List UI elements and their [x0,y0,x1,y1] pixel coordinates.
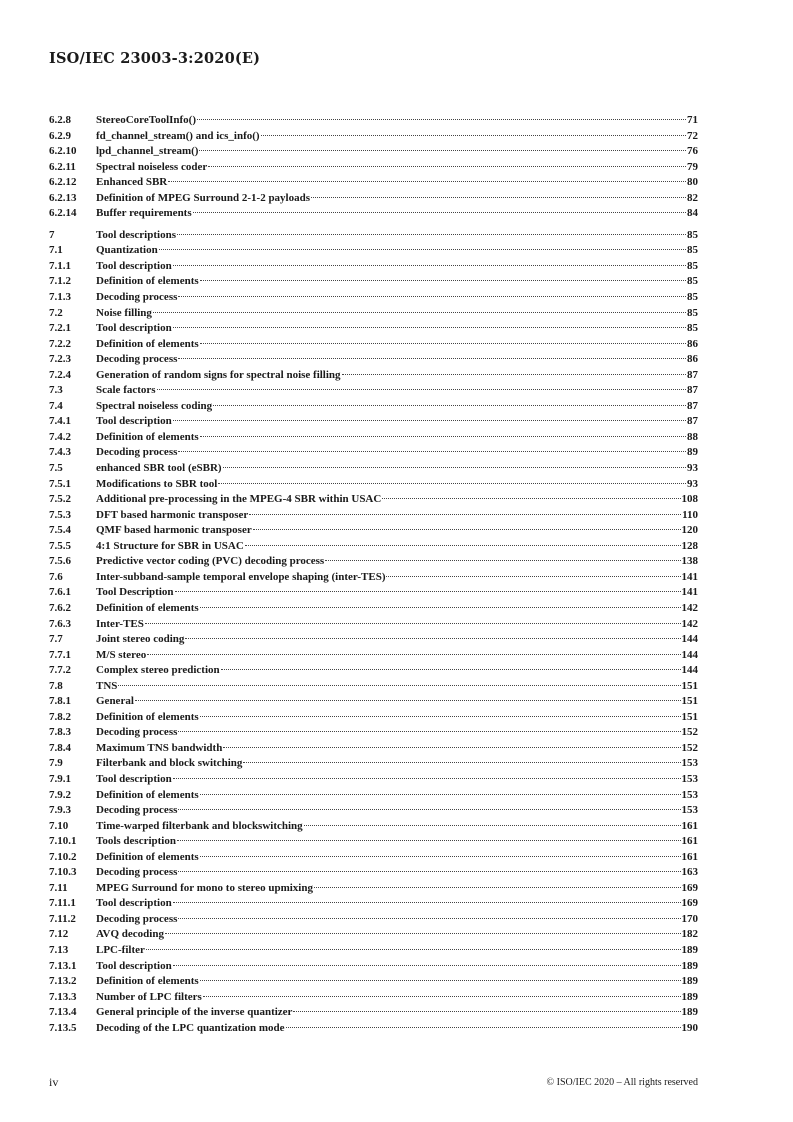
toc-entry[interactable] [49,523,698,539]
toc-entry[interactable] [49,337,698,353]
toc-dot-leader [178,451,686,452]
toc-dot-leader [208,166,686,167]
toc-entry-page: 189 [681,990,698,1003]
toc-entry-title: Time-warped filterbank and blockswitching [96,819,303,832]
toc-entry-title: LPC-filter [96,943,145,956]
toc-entry-page: 189 [681,943,698,956]
toc-entry-title: DFT based harmonic transposer [96,508,249,521]
toc-entry-page: 170 [681,912,698,925]
toc-entry-number: 7.9.1 [49,772,71,785]
toc-entry-title: Definition of elements [96,430,199,443]
toc-entry-page: 87 [687,399,698,412]
toc-entry-number: 7.1.2 [49,275,71,288]
toc-entry[interactable] [49,554,698,570]
toc-entry[interactable] [49,803,698,819]
toc-entry-number: 6.2.8 [49,114,71,126]
toc-entry-title: Inter-subband-sample temporal envelope shaping (inter-TES) [96,570,386,583]
toc-entry-number: 7.5.1 [49,477,71,490]
toc-entry[interactable] [49,508,698,524]
toc-dot-leader [245,545,681,546]
toc-entry-title: Predictive vector coding (PVC) decoding process [96,555,325,568]
toc-entry[interactable] [49,477,698,493]
toc-entry[interactable] [49,492,698,508]
toc-dot-leader [173,965,681,966]
toc-entry[interactable] [49,430,698,446]
toc-entry[interactable] [49,881,698,897]
toc-dot-leader [173,902,681,903]
toc-dot-leader [178,358,686,359]
toc-entry-page: 85 [687,259,698,272]
toc-entry-page: 153 [681,804,698,817]
toc-entry-number: 7.5.2 [49,493,71,506]
toc-entry[interactable] [49,756,698,772]
toc-entry-number: 7.1 [49,244,63,257]
toc-dot-leader [253,529,681,530]
toc-entry-title: StereoCoreToolInfo() [96,114,197,126]
toc-entry-page: 152 [681,726,698,739]
toc-entry[interactable] [49,959,698,975]
toc-entry-number: 7.8 [49,679,63,692]
toc-entry-number: 7.8.3 [49,726,71,739]
toc-entry-number: 6.2.10 [49,145,77,158]
toc-entry-title: Number of LPC filters [96,990,202,1003]
toc-entry-number: 7.6 [49,570,63,583]
toc-dot-leader [200,436,686,437]
toc-entry-title: Noise filling [96,306,152,319]
toc-entry-title: Decoding process [96,912,178,925]
toc-dot-leader [147,654,680,655]
toc-entry[interactable] [49,144,698,160]
toc-entry-number: 7.4.3 [49,446,71,459]
toc-dot-leader [200,980,681,981]
toc-entry[interactable] [49,865,698,881]
toc-entry[interactable] [49,896,698,912]
toc-entry-title: Spectral noiseless coder [96,160,208,173]
toc-dot-leader [286,1027,681,1028]
toc-entry-number: 7.9.2 [49,788,71,801]
toc-entry-title: Definition of elements [96,601,199,614]
page-number: iv [49,1075,59,1089]
toc-entry-number: 7.7.2 [49,664,71,677]
toc-dot-leader [213,405,686,406]
toc-entry-page: 86 [687,337,698,350]
toc-entry-page: 189 [681,975,698,988]
toc-dot-leader [118,685,680,686]
toc-entry-title: Decoding process [96,804,178,817]
toc-entry[interactable] [49,943,698,959]
toc-entry[interactable] [49,160,698,176]
toc-dot-leader [200,607,681,608]
toc-entry[interactable] [49,129,698,145]
toc-entry[interactable] [49,617,698,633]
toc-entry-page: 87 [687,415,698,428]
toc-entry-number: 6.2.9 [49,129,71,142]
toc-entry-title: Enhanced SBR [96,176,168,189]
toc-dot-leader [135,700,681,701]
toc-dot-leader [200,856,681,857]
toc-entry-title: Scale factors [96,384,156,397]
toc-entry-page: 161 [681,819,698,832]
toc-entry-number: 6.2.11 [49,160,76,173]
toc-entry-title: Generation of random signs for spectral noise filling [96,368,341,381]
toc-entry[interactable] [49,399,698,415]
toc-entry-title: Tool description [96,772,172,785]
toc-entry-number: 7.5.3 [49,508,71,521]
toc-dot-leader [197,119,686,120]
toc-entry-title: General [96,695,134,708]
toc-entry-title: TNS [96,679,118,692]
toc-entry-number: 7.8.4 [49,741,71,754]
toc-entry-number: 7.2 [49,306,63,319]
toc-entry-number: 7.6.2 [49,601,71,614]
toc-entry[interactable] [49,741,698,757]
toc-dot-leader [314,887,681,888]
toc-entry-title: QMF based harmonic transposer [96,524,252,537]
toc-entry-number: 7.10.2 [49,850,77,863]
toc-entry-title: Tool Description [96,586,174,599]
toc-entry-title: Definition of elements [96,275,199,288]
toc-entry-number: 6.2.14 [49,207,77,220]
toc-dot-leader [221,669,681,670]
toc-entry-page: 84 [687,207,698,220]
toc-entry-title: 4:1 Structure for SBR in USAC [96,539,244,552]
toc-entry-page: 189 [681,1006,698,1019]
toc-entry-number: 7.2.4 [49,368,71,381]
toc-entry[interactable] [49,927,698,943]
table-of-contents [49,113,698,1036]
toc-entry-number: 7.13.3 [49,990,77,1003]
toc-entry[interactable] [49,648,698,664]
toc-entry[interactable] [49,974,698,990]
toc-entry[interactable] [49,601,698,617]
toc-entry-page: 87 [687,368,698,381]
toc-entry-number: 7.2.2 [49,337,71,350]
toc-dot-leader [304,825,681,826]
toc-entry-title: Tool description [96,322,172,335]
toc-entry[interactable] [49,663,698,679]
toc-entry[interactable] [49,585,698,601]
toc-entry-number: 7.7 [49,633,63,646]
toc-entry-number: 7.2.1 [49,322,71,335]
toc-entry-number: 7.4 [49,399,63,412]
toc-entry-number: 7.13.2 [49,975,77,988]
toc-entry-number: 7.5.5 [49,539,71,552]
toc-entry-title: Decoding of the LPC quantization mode [96,1021,285,1034]
toc-entry-page: 163 [681,866,698,879]
toc-entry[interactable] [49,306,698,322]
toc-entry-number: 7.10.1 [49,835,77,848]
toc-entry[interactable] [49,206,698,222]
toc-entry-page: 72 [687,129,698,142]
toc-entry-title: Definition of elements [96,788,199,801]
toc-entry[interactable] [49,414,698,430]
toc-entry-page: 82 [687,191,698,204]
toc-entry-title: Additional pre-processing in the MPEG-4 SBR within USAC [96,493,382,506]
toc-dot-leader [200,794,681,795]
toc-entry[interactable] [49,243,698,259]
toc-entry-page: 89 [687,446,698,459]
toc-entry-page: 142 [681,617,698,630]
toc-entry[interactable] [49,570,698,586]
toc-entry[interactable] [49,290,698,306]
toc-entry-page: 144 [681,648,698,661]
toc-entry-page: 151 [681,695,698,708]
toc-entry-page: 161 [681,835,698,848]
toc-dot-leader [185,638,680,639]
toc-entry-title: Definition of elements [96,850,199,863]
toc-entry[interactable] [49,274,698,290]
toc-entry-title: Decoding process [96,446,178,459]
toc-entry-title: lpd_channel_stream() [96,145,199,158]
toc-dot-leader [178,809,680,810]
toc-entry-page: 182 [681,928,698,941]
toc-entry-page: 108 [681,493,698,506]
toc-dot-leader [153,312,686,313]
toc-entry-number: 7.4.1 [49,415,71,428]
toc-entry-number: 7.13.4 [49,1006,77,1019]
toc-dot-leader [311,197,686,198]
toc-dot-leader [261,135,686,136]
toc-entry-title: Definition of elements [96,710,199,723]
toc-entry-number: 7.10 [49,819,69,832]
toc-entry-title: Tool descriptions [96,228,176,241]
toc-entry-page: 153 [681,757,698,770]
toc-entry-number: 7.13.5 [49,1021,77,1034]
toc-dot-leader [173,420,686,421]
toc-entry[interactable] [49,819,698,835]
copyright-notice: © ISO/IEC 2020 – All rights reserved [546,1077,698,1088]
toc-dot-leader [193,212,686,213]
toc-entry-title: Filterbank and block switching [96,757,243,770]
toc-dot-leader [173,778,681,779]
toc-entry-title: fd_channel_stream() and ics_info() [96,129,260,142]
toc-entry-page: 79 [687,160,698,173]
toc-entry-page: 190 [681,1021,698,1034]
toc-entry[interactable] [49,632,698,648]
toc-entry-page: 169 [681,881,698,894]
toc-dot-leader [173,327,686,328]
toc-entry-number: 7.10.3 [49,866,77,879]
toc-entry-title: Tool description [96,897,172,910]
toc-entry[interactable] [49,1021,698,1037]
toc-entry-title: Definition of elements [96,975,199,988]
toc-entry[interactable] [49,321,698,337]
toc-entry-number: 7.4.2 [49,430,71,443]
toc-entry-page: 85 [687,228,698,241]
toc-entry[interactable] [49,694,698,710]
toc-entry-number: 7.8.1 [49,695,71,708]
toc-entry-number: 7.13 [49,943,69,956]
toc-entry-page: 189 [681,959,698,972]
toc-dot-leader [223,747,680,748]
toc-entry-title: enhanced SBR tool (eSBR) [96,462,222,475]
toc-entry-page: 88 [687,430,698,443]
toc-dot-leader [159,249,686,250]
toc-entry-page: 71 [687,114,698,126]
toc-entry-page: 110 [682,508,698,521]
toc-entry-number: 7.11.2 [49,912,76,925]
toc-entry[interactable] [49,191,698,207]
toc-entry-page: 93 [687,477,698,490]
toc-entry[interactable] [49,1005,698,1021]
toc-dot-leader [178,918,680,919]
toc-entry-page: 151 [681,679,698,692]
toc-dot-leader [165,933,681,934]
toc-entry-page: 153 [681,772,698,785]
toc-entry-title: Inter-TES [96,617,144,630]
toc-dot-leader [293,1011,680,1012]
toc-entry-page: 128 [681,539,698,552]
toc-dot-leader [175,591,681,592]
toc-entry-number: 7.5.6 [49,555,71,568]
toc-dot-leader [223,467,686,468]
toc-entry-page: 141 [681,570,698,583]
toc-entry-title: Joint stereo coding [96,633,185,646]
toc-entry-number: 7.7.1 [49,648,71,661]
toc-dot-leader [145,623,681,624]
toc-entry-title: Complex stereo prediction [96,664,220,677]
toc-entry-title: Definition of elements [96,337,199,350]
toc-entry-page: 152 [681,741,698,754]
toc-entry-title: MPEG Surround for mono to stereo upmixing [96,881,313,894]
toc-entry-title: Decoding process [96,866,178,879]
toc-entry-number: 7.8.2 [49,710,71,723]
toc-dot-leader [173,265,686,266]
toc-entry[interactable] [49,175,698,191]
toc-dot-leader [342,374,686,375]
toc-entry-number: 7.11.1 [49,897,76,910]
toc-dot-leader [249,514,681,515]
toc-entry-number: 7.13.1 [49,959,77,972]
toc-entry-page: 138 [681,555,698,568]
toc-entry-number: 6.2.12 [49,176,77,189]
toc-entry-number: 7.5 [49,462,63,475]
toc-dot-leader [200,343,686,344]
toc-entry[interactable] [49,383,698,399]
toc-entry-page: 85 [687,275,698,288]
toc-dot-leader [386,576,680,577]
toc-entry-page: 142 [681,601,698,614]
toc-entry-page: 141 [681,586,698,599]
toc-entry-title: Tools description [96,835,176,848]
toc-entry-number: 7.3 [49,384,63,397]
toc-entry-page: 87 [687,384,698,397]
toc-entry-number: 7.5.4 [49,524,71,537]
toc-entry-page: 85 [687,306,698,319]
toc-entry-title: Tool description [96,415,172,428]
toc-dot-leader [168,181,686,182]
toc-entry-page: 144 [681,633,698,646]
toc-dot-leader [178,871,680,872]
toc-entry[interactable] [49,788,698,804]
toc-entry-title: Maximum TNS bandwidth [96,741,223,754]
toc-dot-leader [177,840,681,841]
toc-entry-number: 7.2.3 [49,353,71,366]
toc-dot-leader [200,716,681,717]
toc-entry[interactable] [49,850,698,866]
toc-entry-number: 7.9.3 [49,804,71,817]
toc-entry[interactable] [49,539,698,555]
toc-dot-leader [178,296,686,297]
toc-dot-leader [178,731,680,732]
toc-dot-leader [146,949,681,950]
toc-entry[interactable] [49,990,698,1006]
toc-entry-title: Quantization [96,244,158,257]
toc-entry[interactable] [49,710,698,726]
toc-dot-leader [200,280,686,281]
toc-entry-title: Spectral noiseless coding [96,399,213,412]
toc-entry-number: 7.11 [49,881,68,894]
toc-entry-page: 85 [687,322,698,335]
toc-entry-page: 93 [687,462,698,475]
toc-entry-page: 85 [687,291,698,304]
toc-entry-number: 7.1.3 [49,291,71,304]
toc-entry-page: 161 [681,850,698,863]
toc-entry-title: Decoding process [96,291,178,304]
toc-dot-leader [218,483,686,484]
toc-entry-number: 7.1.1 [49,259,71,272]
toc-dot-leader [157,389,686,390]
toc-entry[interactable] [49,461,698,477]
toc-entry-title: Definition of MPEG Surround 2-1-2 payloads [96,191,311,204]
toc-dot-leader [203,996,681,997]
toc-entry[interactable] [49,725,698,741]
toc-entry-title: Tool description [96,259,172,272]
toc-entry-number: 6.2.13 [49,191,77,204]
toc-entry-title: Modifications to SBR tool [96,477,218,490]
toc-entry-page: 85 [687,244,698,257]
toc-entry[interactable] [49,259,698,275]
toc-entry[interactable] [49,228,698,244]
toc-entry-number: 7.12 [49,928,69,941]
toc-entry-page: 151 [681,710,698,723]
toc-dot-leader [177,234,686,235]
toc-entry-page: 120 [681,524,698,537]
toc-entry[interactable] [49,352,698,368]
toc-entry-number: 7.6.1 [49,586,71,599]
toc-entry[interactable] [49,113,698,129]
toc-entry[interactable] [49,772,698,788]
toc-dot-leader [199,150,686,151]
toc-entry-title: AVQ decoding [96,928,164,941]
toc-entry-page: 144 [681,664,698,677]
toc-entry-title: Buffer requirements [96,207,192,220]
toc-dot-leader [243,762,680,763]
toc-entry-number: 7.6.3 [49,617,71,630]
toc-entry-page: 76 [687,145,698,158]
toc-entry-title: Decoding process [96,353,178,366]
toc-entry[interactable] [49,834,698,850]
toc-dot-leader [325,560,680,561]
toc-dot-leader [382,498,680,499]
document-header: ISO/IEC 23003-3:2020(E) [49,50,261,67]
toc-entry-number: 7 [49,228,55,241]
toc-entry-title: General principle of the inverse quantizer [96,1006,293,1019]
toc-entry[interactable] [49,445,698,461]
toc-entry-title: Tool description [96,959,172,972]
toc-entry-title: M/S stereo [96,648,147,661]
toc-entry-page: 80 [687,176,698,189]
toc-entry-page: 153 [681,788,698,801]
toc-entry-number: 7.9 [49,757,63,770]
toc-entry-page: 86 [687,353,698,366]
toc-entry[interactable] [49,912,698,928]
toc-entry-title: Decoding process [96,726,178,739]
toc-entry-page: 169 [681,897,698,910]
toc-entry[interactable] [49,679,698,695]
toc-entry[interactable] [49,368,698,384]
